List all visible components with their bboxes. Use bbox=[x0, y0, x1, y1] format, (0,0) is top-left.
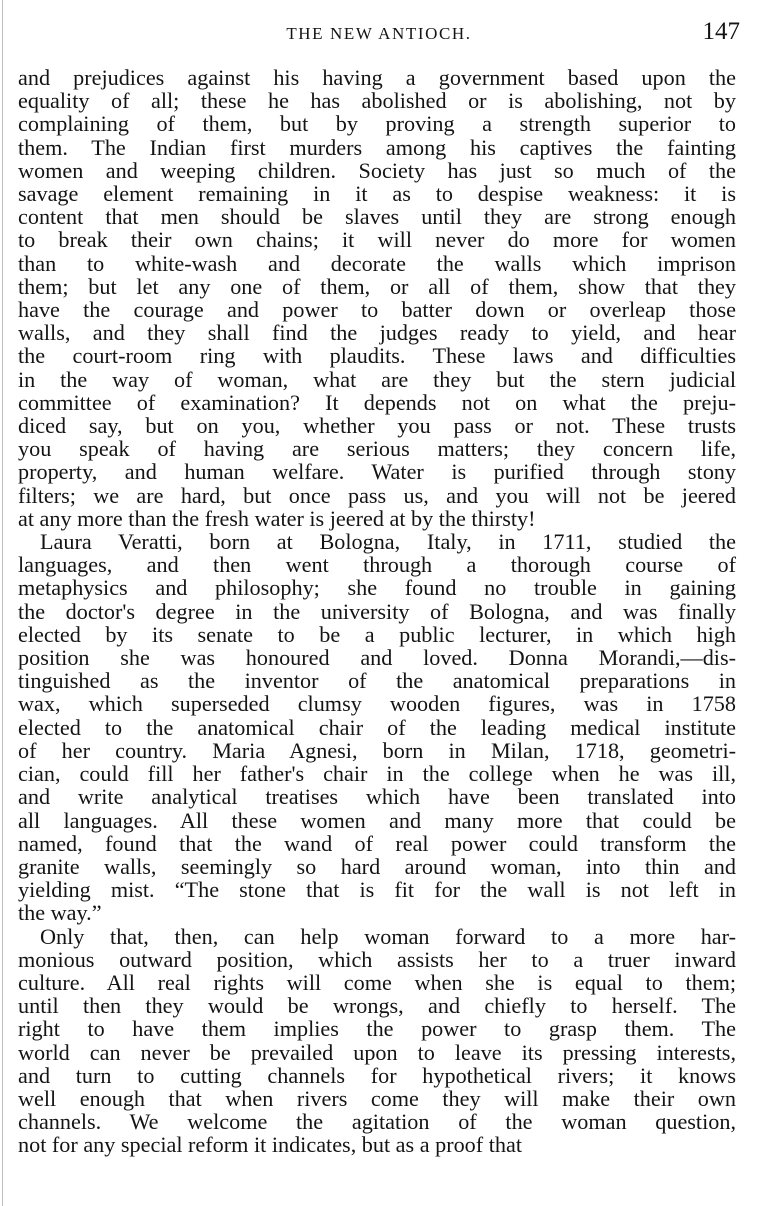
text-line: world can never be prevailed upon to leave its pressing interests, bbox=[18, 1039, 736, 1065]
text-line: cian, could fill her father's chair in the college when he was ill, bbox=[18, 761, 736, 787]
text-line: position she was honoured and loved. Donna Morandi,—dis- bbox=[18, 645, 736, 671]
text-line: monious outward position, which assists her to a truer inward bbox=[18, 946, 736, 972]
text-line: at any more than the fresh water is jeered at by the thirsty! bbox=[18, 505, 536, 531]
running-header bbox=[18, 18, 740, 48]
text-line: the court-room ring with plaudits. These laws and difficulties bbox=[18, 343, 736, 369]
text-line: content that men should be slaves until they are strong enough bbox=[18, 204, 736, 230]
text-line: equality of all; these he has abolished or is abolishing, not by bbox=[18, 88, 736, 114]
text-line: languages, and then went through a thorough course of bbox=[18, 552, 736, 578]
text-line: wax, which superseded clumsy wooden figures, was in 1758 bbox=[18, 691, 736, 717]
text-line: them; but let any one of them, or all of them, show that they bbox=[18, 273, 736, 299]
text-line: Laura Veratti, born at Bologna, Italy, in 1711, studied the bbox=[40, 529, 736, 555]
text-line: savage element remaining in it as to despise weakness: it is bbox=[18, 181, 736, 207]
text-line: walls, and they shall find the judges ready to yield, and hear bbox=[18, 320, 736, 346]
paragraph bbox=[18, 925, 736, 1157]
text-line: well enough that when rivers come they will make their own bbox=[18, 1085, 736, 1111]
text-line: channels. We welcome the agitation of the woman question, bbox=[18, 1109, 736, 1135]
text-line: you speak of having are serious matters; they concern life, bbox=[18, 436, 736, 462]
text-line: than to white-wash and decorate the walls which imprison bbox=[18, 250, 736, 276]
text-line: right to have them implies the power to grasp them. The bbox=[18, 1016, 736, 1042]
page-edge-line bbox=[2, 0, 3, 1206]
text-line: have the courage and power to batter down or overleap those bbox=[18, 297, 736, 323]
text-line: women and weeping children. Society has just so much of the bbox=[18, 157, 736, 183]
text-line: tinguished as the inventor of the anatomical preparations in bbox=[18, 668, 736, 694]
text-line: Only that, then, can help woman forward to a more har- bbox=[40, 923, 736, 949]
text-line: and write analytical treatises which have been translated into bbox=[18, 784, 736, 810]
text-line: the doctor's degree in the university of Bologna, and was finally bbox=[18, 598, 736, 624]
text-line: elected to the anatomical chair of the leading medical institute bbox=[18, 714, 736, 740]
text-line: property, and human welfare. Water is purified through stony bbox=[18, 459, 736, 485]
paragraph bbox=[18, 66, 736, 530]
text-line: until then they would be wrongs, and chiefly to herself. The bbox=[18, 993, 736, 1019]
text-line: all languages. All these women and many more that could be bbox=[18, 807, 736, 833]
text-line: granite walls, seemingly so hard around woman, into thin and bbox=[18, 853, 736, 879]
text-line: and prejudices against his having a government based upon the bbox=[18, 65, 736, 90]
text-line: to break their own chains; it will never do more for women bbox=[18, 227, 736, 253]
running-title: THE NEW ANTIOCH. bbox=[286, 24, 472, 43]
text-line: of her country. Maria Agnesi, born in Milan, 1718, geometri- bbox=[18, 737, 736, 763]
text-line: filters; we are hard, but once pass us, and you will not be jeered bbox=[18, 482, 736, 508]
text-line: complaining of them, but by proving a strength superior to bbox=[18, 111, 736, 137]
text-line: the way.” bbox=[18, 900, 102, 926]
paragraph bbox=[18, 530, 736, 924]
text-line: culture. All real rights will come when she is equal to them; bbox=[18, 969, 736, 995]
body-text bbox=[18, 66, 736, 1157]
text-line: not for any special reform it indicates, but as a proof that bbox=[18, 1132, 522, 1158]
text-line: metaphysics and philosophy; she found no trouble in gaining bbox=[18, 575, 736, 601]
text-line: committee of examination? It depends not on what the preju- bbox=[18, 389, 736, 415]
text-line: in the way of woman, what are they but the stern judicial bbox=[18, 366, 736, 392]
text-line: named, found that the wand of real power could transform the bbox=[18, 830, 736, 856]
text-line: yielding mist. “The stone that is fit for the wall is not left in bbox=[18, 877, 736, 903]
text-line: and turn to cutting channels for hypothetical rivers; it knows bbox=[18, 1062, 736, 1088]
text-line: diced say, but on you, whether you pass or not. These trusts bbox=[18, 413, 736, 439]
text-line: them. The Indian first murders among his captives the fainting bbox=[18, 134, 736, 160]
text-line: elected by its senate to be a public lecturer, in which high bbox=[18, 621, 736, 647]
page-number: 147 bbox=[702, 18, 740, 45]
